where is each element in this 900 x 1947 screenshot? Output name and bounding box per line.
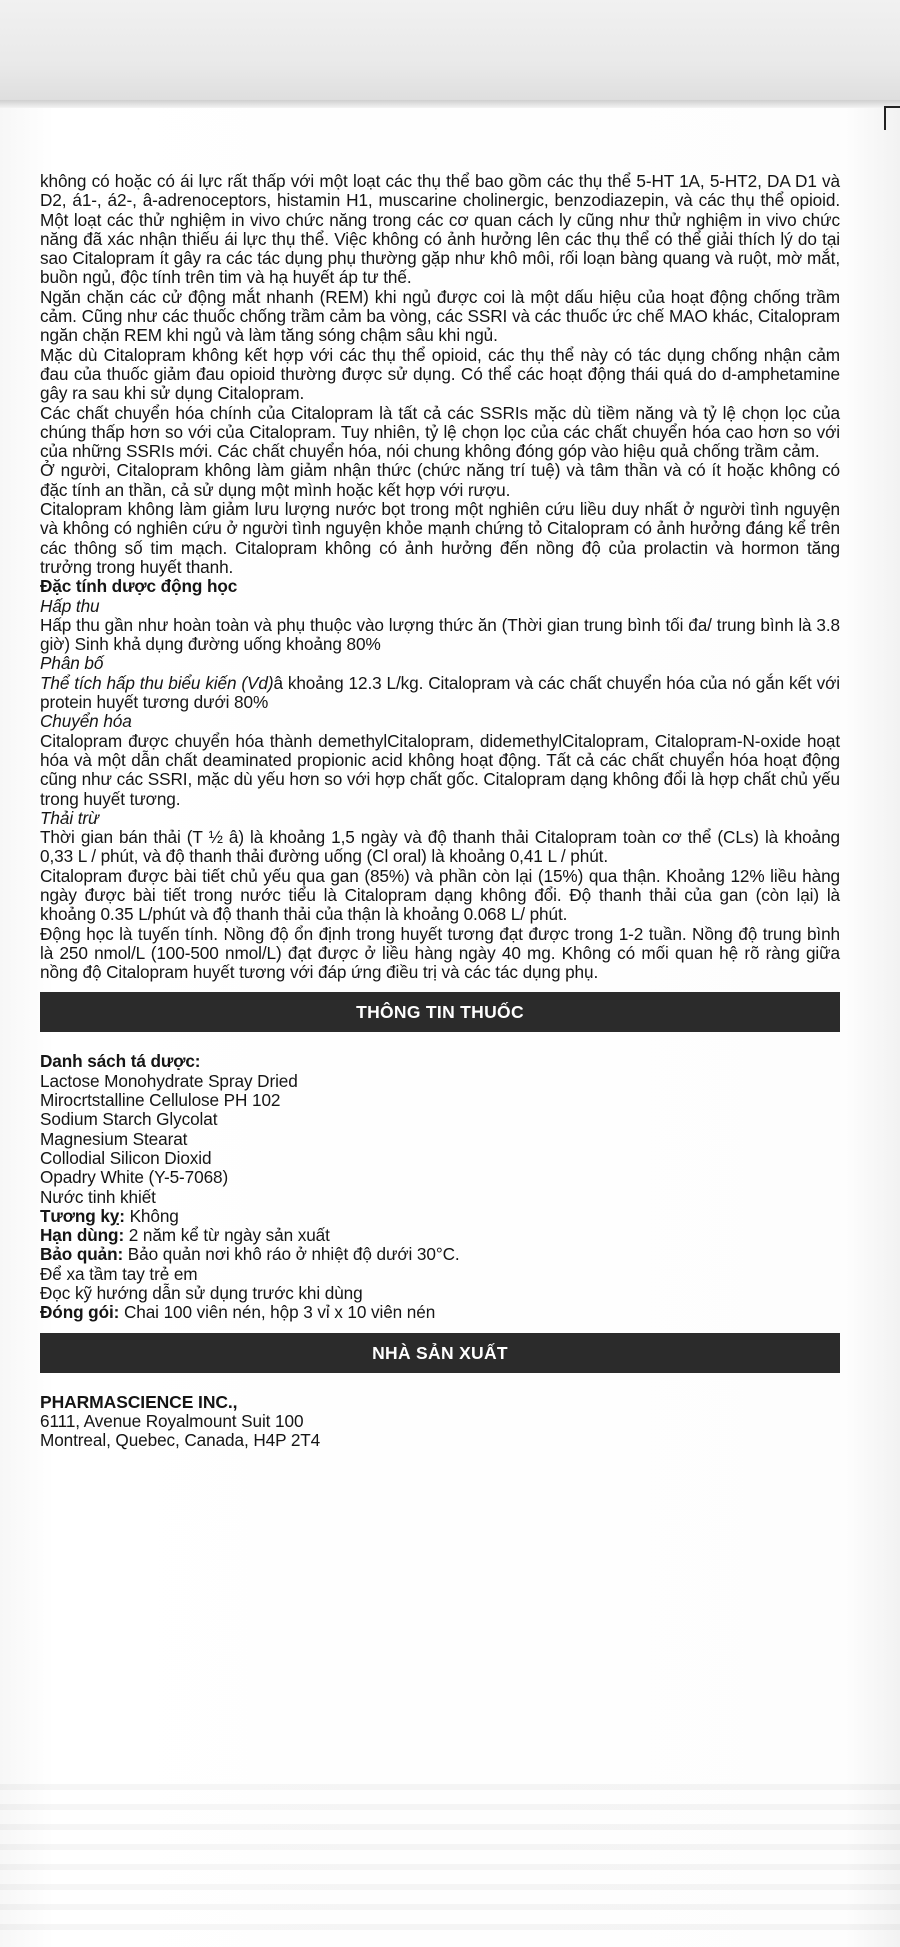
document-body — [40, 172, 840, 1451]
italic-term: Thể tích hấp thu biểu kiến (Vd) — [40, 672, 274, 693]
distribution-text: â khoảng 12.3 L/kg. Citalopram và các chất chuyển hóa của nó gắn kết với protein huyết tương dưới 80% — [40, 672, 840, 713]
banner-drug-info: THÔNG TIN THUỐC — [40, 992, 840, 1032]
excipient-item: Mirocrtstalline Cellulose PH 102 — [40, 1090, 281, 1111]
subheading-absorption: Hấp thu — [40, 595, 100, 616]
field-label: Hạn dùng: — [40, 1225, 125, 1246]
paragraph: Citalopram không làm giảm lưu lượng nước bọt trong một nghiên cứu liều duy nhất ở người tình nguyện và không có nghiên cứu ở người tình nguyện khỏe mạnh chứng tỏ Citalopram có ảnh hưởng đáng kể trên các thông số tim mạch. Citalopram không có ảnh hưởng đến nồng độ của prolactin và hormon tăng trưởng trong huyết thanh. — [40, 499, 840, 577]
paragraph: Mặc dù Citalopram không kết hợp với các thụ thể opioid, các thụ thể này có tác dụng chống nhận cảm đau của thuốc giảm đau opioid thường được sử dụng. Có thể các hoạt động thái quá do d-amphetamine gây ra sau khi sử dụng Citalopram. — [40, 344, 840, 404]
bleed-through-texture — [0, 1770, 900, 1940]
banner-manufacturer: NHÀ SẢN XUẤT — [40, 1333, 840, 1373]
excipient-item: Lactose Monohydrate Spray Dried — [40, 1070, 298, 1091]
field-value: Chai 100 viên nén, hộp 3 vỉ x 10 viên nén — [119, 1302, 436, 1323]
field-value: 2 năm kể từ ngày sản xuất — [124, 1225, 330, 1246]
packaging-line — [40, 1303, 840, 1322]
field-value: Bảo quản nơi khô ráo ở nhiệt độ dưới 30°C. — [123, 1244, 460, 1265]
shelf-life-line — [40, 1226, 840, 1245]
excipient-item: Opadry White (Y-5-7068) — [40, 1167, 229, 1188]
section-heading: Đặc tính dược động học — [40, 576, 238, 597]
field-value: Không — [124, 1205, 179, 1226]
paragraph: Các chất chuyển hóa chính của Citalopram là tất cả các SSRIs mặc dù tiềm năng và tỷ lệ chọn lọc của chúng thấp hơn so với của Citalopram. Tuy nhiên, tỷ lệ chọn lọc của các chất chuyển hóa cao hơn so với của những SSRIs mới. Các chất chuyển hóa, nói chung không đóng góp vào hiệu quả chống trầm cảm. — [40, 402, 840, 462]
excipient-item: Collodial Silicon Dioxid — [40, 1147, 212, 1168]
manufacturer-name: PHARMASCIENCE INC., — [40, 1391, 238, 1412]
excipient-item: Magnesium Stearat — [40, 1128, 188, 1149]
paragraph: Ở người, Citalopram không làm giảm nhận thức (chức năng trí tuệ) và tâm thần và có ít hoặc không có đặc tính an thần, cả sử dụng một mình hoặc kết hợp với rượu. — [40, 460, 840, 500]
manufacturer-address: 6111, Avenue Royalmount Suit 100 — [40, 1410, 304, 1431]
manufacturer-section — [40, 1393, 840, 1451]
drug-info-section — [40, 1052, 840, 1322]
paragraph: Hấp thu gần như hoàn toàn và phụ thuộc vào lượng thức ăn (Thời gian trung bình tối đa/ trung bình là 3.8 giờ) Sinh khả dụng đường uống khoảng 80% — [40, 614, 840, 655]
field-label: Bảo quản: — [40, 1244, 124, 1265]
field-label: Tương kỵ: — [40, 1205, 125, 1226]
storage-line — [40, 1245, 840, 1264]
excipients-heading: Danh sách tá dược: — [40, 1051, 201, 1072]
subheading-distribution: Phân bố — [40, 653, 104, 674]
paragraph: Thời gian bán thải (T ½ â) là khoảng 1,5 ngày và độ thanh thải Citalopram toàn cơ thể (CLs) là khoảng 0,33 L / phút, và độ thanh thải đường uống (Cl oral) là khoảng 0,41 L / phút. — [40, 827, 840, 867]
paragraph: không có hoặc có ái lực rất thấp với một loạt các thụ thể bao gồm các thụ thể 5-HT 1A, 5-HT2, DA D1 và D2, á1-, á2-, â-adrenoceptors, histamin H1, muscarine cholinergic, benzodiazepin, và các thụ thể opioid. Một loạt các thử nghiệm in vivo chức năng trong các cơ quan cách ly cũng như thử nghiệm in vivo chức năng đã xác nhận thiếu ái lực thụ thể. Việc không có ảnh hưởng lên các thụ thể có thể giải thích lý do tại sao Citalopram ít gây ra các tác dụng phụ thường gặp như khô môi, rối loạn bàng quang và ruột, mờ mắt, buồn ngủ, độc tính trên tim và hạ huyết áp tư thế. — [40, 171, 840, 288]
storage-warning: Để xa tầm tay trẻ em — [40, 1263, 198, 1284]
crop-mark — [884, 106, 900, 130]
paragraph: Citalopram được chuyển hóa thành demethylCitalopram, didemethylCitalopram, Citalopram-N-oxide hoạt hóa và một dẫn chất deaminated propionic acid không hoạt động. Tất cả các chất chuyển hóa hoạt động cũng như các SSRI, mặc dù yếu hơn so với hợp chất gốc. Citalopram dạng không đổi là hợp chất chủ yếu trong huyết tương. — [40, 730, 840, 809]
subheading-metabolism: Chuyển hóa — [40, 711, 132, 732]
excipient-item: Nước tinh khiết — [40, 1186, 156, 1207]
field-label: Đóng gói: — [40, 1302, 120, 1323]
paragraph: Citalopram được bài tiết chủ yếu qua gan (85%) và phần còn lại (15%) qua thận. Khoảng 12% liều hàng ngày được bài tiết trong nước tiểu là Citalopram dạng không đổi. Độ thanh thải của gan (còn lại) là khoảng 0.35 L/phút và độ thanh thải của thận là khoảng 0.068 L/ phút. — [40, 865, 840, 925]
scan-fold-edge — [0, 100, 900, 108]
paragraph: Động học là tuyến tính. Nồng độ ổn định trong huyết tương đạt được trong 1-2 tuần. Nồng độ trung bình là 250 nmol/L (100-500 nmol/L) đạt được ở liều hàng ngày 40 mg. Không có mối quan hệ rõ ràng giữa nồng độ Citalopram huyết tương với đáp ứng điều trị và các tác dụng phụ. — [40, 923, 840, 983]
excipient-item: Sodium Starch Glycolat — [40, 1109, 218, 1130]
incompatibility-line — [40, 1207, 840, 1226]
paragraph-distribution — [40, 674, 840, 713]
manufacturer-address: Montreal, Quebec, Canada, H4P 2T4 — [40, 1430, 321, 1451]
subheading-elimination: Thải trừ — [40, 807, 99, 828]
scan-top-band — [0, 0, 900, 108]
paragraph: Ngăn chặn các cử động mắt nhanh (REM) khi ngủ được coi là một dấu hiệu của hoạt động chống trầm cảm. Cũng như các thuốc chống trầm cảm ba vòng, các SSRI và các thuốc ức chế MAO khác, Citalopram ngăn chặn REM khi ngủ và làm tăng sóng chậm sâu khi ngủ. — [40, 286, 840, 346]
storage-instruction: Đọc kỹ hướng dẫn sử dụng trước khi dùng — [40, 1283, 363, 1304]
